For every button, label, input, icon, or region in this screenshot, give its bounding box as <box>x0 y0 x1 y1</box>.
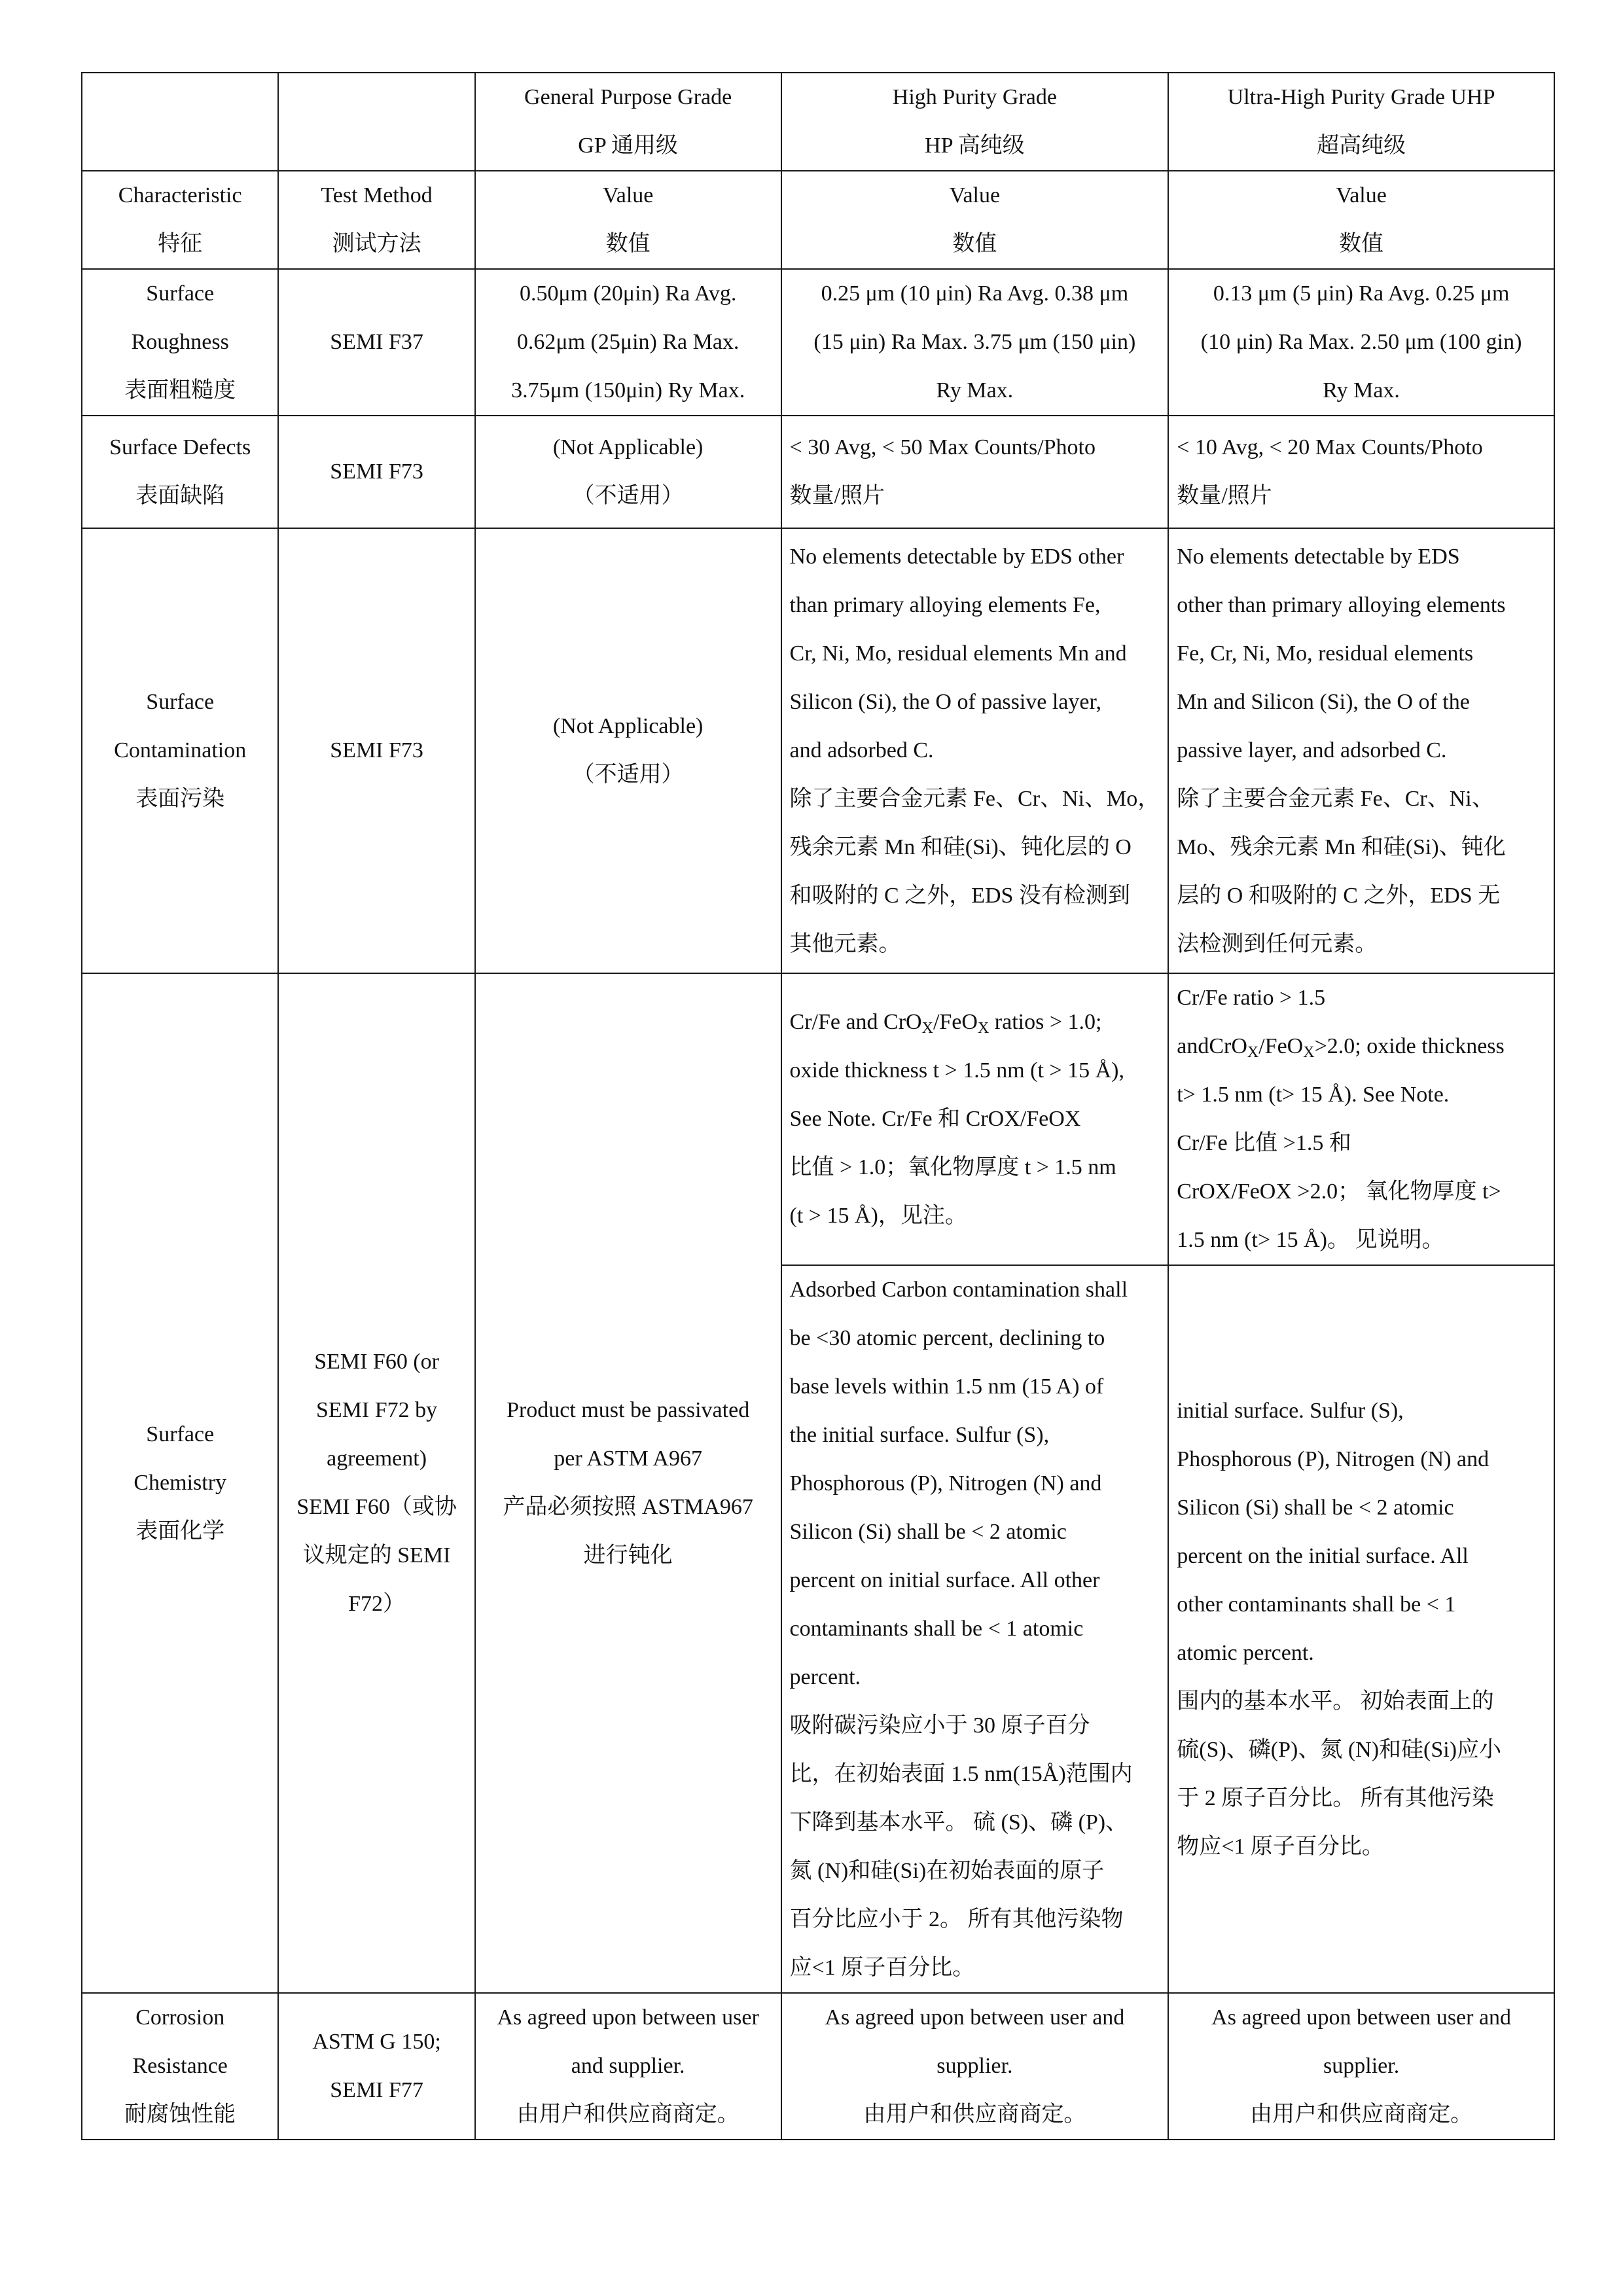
chemistry-uhp-oxide-line-1: Cr/Fe ratio > 1.5 <box>1177 986 1326 1010</box>
roughness-characteristic <box>82 269 278 416</box>
chemistry-uhp-contaminants-line: 于 2 原子百分比。 所有其他污染 <box>1177 1786 1494 1810</box>
text-segment: /FeO <box>1258 1034 1304 1058</box>
contamination-hp-line: 和吸附的 C 之外，EDS 没有检测到 <box>789 884 1130 908</box>
contamination-characteristic <box>82 528 278 973</box>
contamination-uhp-line: Fe, Cr, Ni, Mo, residual elements <box>1177 641 1474 666</box>
subscript: X <box>1247 1044 1259 1061</box>
roughness-hp-line-1: 0.25 μm (10 μin) Ra Avg. 0.38 μm <box>821 281 1129 306</box>
corrosion-method-line-2: SEMI F77 <box>330 2078 423 2102</box>
chemistry-uhp-contaminants-line: Phosphorous (P), Nitrogen (N) and <box>1177 1447 1489 1471</box>
defects-name-zh: 表面缺陷 <box>135 484 225 508</box>
defects-gp-zh: （不适用） <box>572 484 684 508</box>
uhp-grade-title: Ultra-High Purity Grade UHP <box>1227 85 1495 109</box>
hp-grade-abbrev: HP 高纯级 <box>925 134 1025 158</box>
contamination-gp-value <box>475 528 781 973</box>
row-surface-contamination <box>82 528 1554 973</box>
chemistry-method-line: 议规定的 SEMI <box>302 1543 451 1568</box>
uhp-grade-abbrev: 超高纯级 <box>1317 134 1406 158</box>
defects-uhp-line-1: < 10 Avg, < 20 Max Counts/Photo <box>1177 435 1483 459</box>
chemistry-method-line: SEMI F72 by <box>316 1398 438 1422</box>
defects-characteristic <box>82 416 278 528</box>
chemistry-hp-contaminants-line: percent on initial surface. All other <box>789 1568 1100 1592</box>
corrosion-method <box>278 1993 474 2140</box>
corrosion-characteristic <box>82 1993 278 2140</box>
chemistry-uhp-contaminants-line: Silicon (Si) shall be < 2 atomic <box>1177 1496 1454 1520</box>
contamination-uhp-line: No elements detectable by EDS <box>1177 545 1460 569</box>
chemistry-uhp-contaminants-line: other contaminants shall be < 1 <box>1177 1592 1456 1617</box>
chemistry-hp-contaminants-line: base levels within 1.5 nm (15 A) of <box>789 1374 1104 1399</box>
defects-uhp-line-2: 数量/照片 <box>1177 484 1272 508</box>
chemistry-method <box>278 973 474 1993</box>
contamination-hp-line: Silicon (Si), the O of passive layer, <box>789 690 1101 714</box>
chemistry-gp-value <box>475 973 781 1993</box>
chemistry-uhp-contaminants-value <box>1168 1265 1554 1993</box>
corrosion-method-line-1: ASTM G 150; <box>312 2030 441 2054</box>
chemistry-hp-contaminants-value <box>781 1265 1169 1993</box>
row-surface-roughness <box>82 269 1554 416</box>
roughness-uhp-line-1: 0.13 μm (5 μin) Ra Avg. 0.25 μm <box>1213 281 1510 306</box>
gp-value-header <box>475 171 781 269</box>
chemistry-hp-contaminants-line: 应<1 原子百分比。 <box>789 1956 975 1980</box>
defects-name-en: Surface Defects <box>109 435 251 459</box>
chemistry-name-1: Surface <box>146 1422 215 1446</box>
corrosion-name-1: Corrosion <box>135 2005 225 2030</box>
subscript: X <box>977 1020 990 1037</box>
defects-hp-line-1: < 30 Avg, < 50 Max Counts/Photo <box>789 435 1096 459</box>
chemistry-hp-oxide-line: oxide thickness t > 1.5 nm (t > 15 Å), <box>789 1058 1124 1083</box>
roughness-gp-ra-avg: 0.50μm (20μin) Ra Avg. <box>519 281 737 306</box>
defects-hp-value <box>781 416 1169 528</box>
contamination-hp-line: No elements detectable by EDS other <box>789 545 1124 569</box>
chemistry-hp-oxide-line: See Note. Cr/Fe 和 CrOX/FeOX <box>789 1107 1081 1131</box>
roughness-gp-value <box>475 269 781 416</box>
chemistry-hp-contaminants-line: 氮 (N)和硅(Si)在初始表面的原子 <box>789 1859 1105 1883</box>
corrosion-gp-value <box>475 1993 781 2140</box>
corrosion-hp-line: As agreed upon between user and <box>825 2005 1125 2030</box>
text-segment: andCrO <box>1177 1034 1247 1058</box>
corrosion-gp-line: and supplier. <box>571 2054 685 2078</box>
header-gp-grade <box>475 73 781 171</box>
defects-gp-value <box>475 416 781 528</box>
corrosion-uhp-line: supplier. <box>1323 2054 1400 2078</box>
contamination-uhp-line: 法检测到任何元素。 <box>1177 932 1378 956</box>
defects-hp-line-2: 数量/照片 <box>789 484 885 508</box>
hp-value-header <box>781 171 1169 269</box>
chemistry-method-line: F72） <box>348 1592 406 1616</box>
defects-gp-en: (Not Applicable) <box>552 435 704 459</box>
defects-method: SEMI F73 <box>278 416 474 528</box>
row-surface-defects <box>82 416 1554 528</box>
chemistry-uhp-oxide-line: CrOX/FeOX >2.0； 氧化物厚度 t> <box>1177 1179 1501 1204</box>
roughness-method: SEMI F37 <box>278 269 474 416</box>
gp-grade-abbrev: GP 通用级 <box>578 134 678 158</box>
corrosion-name-zh: 耐腐蚀性能 <box>124 2102 236 2126</box>
value-zh: 数值 <box>952 232 997 256</box>
chemistry-uhp-contaminants-line: 硫(S)、磷(P)、氮 (N)和硅(Si)应小 <box>1177 1738 1502 1762</box>
chemistry-hp-contaminants-line: 比，在初始表面 1.5 nm(15Å)范围内 <box>789 1762 1133 1786</box>
value-en: Value <box>1336 183 1387 207</box>
subheader-row <box>82 171 1554 269</box>
value-en: Value <box>602 183 654 207</box>
contamination-hp-line: 除了主要合金元素 Fe、Cr、Ni、Mo， <box>789 787 1160 811</box>
chemistry-hp-contaminants-line: contaminants shall be < 1 atomic <box>789 1617 1084 1641</box>
chemistry-uhp-contaminants-line: 围内的基本水平。 初始表面上的 <box>1177 1689 1494 1713</box>
contamination-uhp-line: 层的 O 和吸附的 C 之外，EDS 无 <box>1177 884 1501 908</box>
value-zh: 数值 <box>1339 232 1384 256</box>
roughness-hp-line-3: Ry Max. <box>936 378 1014 403</box>
roughness-uhp-line-3: Ry Max. <box>1323 378 1400 403</box>
contamination-hp-line: 残余元素 Mn 和硅(Si)、钝化层的 O <box>789 835 1132 859</box>
chemistry-gp-line: per ASTM A967 <box>554 1446 702 1471</box>
contamination-uhp-line: Mo、残余元素 Mn 和硅(Si)、钝化 <box>1177 835 1506 859</box>
contamination-hp-value <box>781 528 1169 973</box>
chemistry-hp-oxide-line-1 <box>790 998 1160 1047</box>
contamination-uhp-line: passive layer, and adsorbed C. <box>1177 738 1447 762</box>
specification-table <box>81 72 1555 2140</box>
characteristic-zh: 特征 <box>158 232 203 256</box>
corrosion-hp-value <box>781 1993 1169 2140</box>
contamination-uhp-line: other than primary alloying elements <box>1177 593 1506 617</box>
uhp-value-header <box>1168 171 1554 269</box>
roughness-hp-line-2: (15 μin) Ra Max. 3.75 μm (150 μin) <box>813 330 1136 354</box>
value-zh: 数值 <box>605 232 651 256</box>
chemistry-hp-contaminants-line: Silicon (Si) shall be < 2 atomic <box>789 1520 1067 1544</box>
corrosion-name-2: Resistance <box>132 2054 228 2078</box>
roughness-uhp-line-2: (10 μin) Ra Max. 2.50 μm (100 gin) <box>1200 330 1522 354</box>
chemistry-uhp-oxide-line-2 <box>1177 1022 1546 1071</box>
roughness-uhp-value <box>1168 269 1554 416</box>
corrosion-uhp-line: 由用户和供应商商定。 <box>1250 2102 1473 2126</box>
contamination-uhp-line: Mn and Silicon (Si), the O of the <box>1177 690 1470 714</box>
chemistry-uhp-contaminants-line: percent on the initial surface. All <box>1177 1544 1469 1568</box>
roughness-hp-value <box>781 269 1169 416</box>
text-segment: /FeO <box>933 1010 978 1034</box>
roughness-name-zh: 表面粗糙度 <box>124 378 236 403</box>
characteristic-en: Characteristic <box>118 183 242 207</box>
chemistry-name-zh: 表面化学 <box>135 1519 225 1543</box>
corrosion-hp-line: supplier. <box>936 2054 1013 2078</box>
contamination-gp-zh: （不适用） <box>572 762 684 787</box>
roughness-gp-ry-max: 3.75μm (150μin) Ry Max. <box>511 378 745 403</box>
defects-uhp-value <box>1168 416 1554 528</box>
header-uhp-grade <box>1168 73 1554 171</box>
header-hp-grade <box>781 73 1169 171</box>
contamination-name-zh: 表面污染 <box>135 787 225 811</box>
test-method-header <box>278 171 474 269</box>
chemistry-hp-oxide-value <box>781 973 1169 1265</box>
chemistry-uhp-contaminants-line: atomic percent. <box>1177 1641 1314 1665</box>
chemistry-uhp-oxide-line: t> 1.5 nm (t> 15 Å). See Note. <box>1177 1083 1450 1107</box>
text-segment: ratios > 1.0; <box>989 1010 1102 1034</box>
chemistry-hp-contaminants-line: 吸附碳污染应小于 30 原子百分 <box>789 1713 1090 1738</box>
contamination-uhp-line: 除了主要合金元素 Fe、Cr、Ni、 <box>1177 787 1494 811</box>
value-en: Value <box>949 183 1001 207</box>
chemistry-hp-contaminants-line: 下降到基本水平。 硫 (S)、磷 (P)、 <box>789 1810 1128 1835</box>
corrosion-hp-line: 由用户和供应商商定。 <box>863 2102 1086 2126</box>
chemistry-uhp-oxide-line: 1.5 nm (t> 15 Å)。 见说明。 <box>1177 1228 1444 1252</box>
chemistry-name-2: Chemistry <box>134 1471 227 1495</box>
contamination-method: SEMI F73 <box>278 528 474 973</box>
chemistry-hp-contaminants-line: 百分比应小于 2。 所有其他污染物 <box>789 1907 1124 1931</box>
chemistry-method-line: agreement) <box>327 1446 427 1471</box>
chemistry-method-line: SEMI F60 (or <box>314 1350 439 1374</box>
chemistry-hp-oxide-line: 比值 > 1.0；氧化物厚度 t > 1.5 nm <box>789 1155 1116 1179</box>
contamination-uhp-value <box>1168 528 1554 973</box>
chemistry-gp-line: 进行钝化 <box>583 1543 673 1568</box>
contamination-hp-line: than primary alloying elements Fe, <box>789 593 1101 617</box>
chemistry-gp-line: Product must be passivated <box>507 1398 750 1422</box>
header-row <box>82 73 1554 171</box>
subscript: X <box>921 1020 933 1037</box>
chemistry-hp-contaminants-line: be <30 atomic percent, declining to <box>789 1326 1105 1350</box>
contamination-name-1: Surface <box>146 690 215 714</box>
chemistry-hp-contaminants-line: the initial surface. Sulfur (S), <box>789 1423 1050 1447</box>
chemistry-hp-oxide-line: (t > 15 Å)，见注。 <box>789 1204 967 1228</box>
characteristic-header <box>82 171 278 269</box>
test-method-zh: 测试方法 <box>332 232 421 256</box>
contamination-hp-line: 其他元素。 <box>789 932 901 956</box>
chemistry-uhp-oxide-line: Cr/Fe 比值 >1.5 和 <box>1177 1131 1351 1155</box>
header-empty-cell-1 <box>82 73 278 171</box>
chemistry-characteristic <box>82 973 278 1993</box>
contamination-hp-line: Cr, Ni, Mo, residual elements Mn and <box>789 641 1127 666</box>
test-method-en: Test Method <box>321 183 433 207</box>
roughness-name-2: Roughness <box>131 330 229 354</box>
chemistry-method-line: SEMI F60（或协 <box>296 1495 457 1519</box>
chemistry-gp-line: 产品必须按照 ASTMA967 <box>503 1495 753 1519</box>
header-empty-cell-2 <box>278 73 474 171</box>
chemistry-uhp-contaminants-line: initial surface. Sulfur (S), <box>1177 1399 1404 1423</box>
corrosion-gp-line: 由用户和供应商商定。 <box>516 2102 740 2126</box>
corrosion-gp-line: As agreed upon between user <box>497 2005 759 2030</box>
chemistry-hp-contaminants-line: Phosphorous (P), Nitrogen (N) and <box>789 1471 1102 1496</box>
chemistry-uhp-oxide-value <box>1168 973 1554 1265</box>
hp-grade-title: High Purity Grade <box>892 85 1057 109</box>
text-segment: Cr/Fe and CrO <box>789 1010 922 1034</box>
subscript: X <box>1303 1044 1315 1061</box>
contamination-gp-en: (Not Applicable) <box>552 714 704 738</box>
gp-grade-title: General Purpose Grade <box>524 85 732 109</box>
roughness-gp-ra-max: 0.62μm (25μin) Ra Max. <box>516 330 740 354</box>
contamination-hp-line: and adsorbed C. <box>789 738 934 762</box>
corrosion-uhp-line: As agreed upon between user and <box>1211 2005 1512 2030</box>
chemistry-hp-contaminants-line: Adsorbed Carbon contamination shall <box>789 1278 1128 1302</box>
roughness-name-1: Surface <box>146 281 215 306</box>
chemistry-uhp-contaminants-line: 物应<1 原子百分比。 <box>1177 1835 1384 1859</box>
corrosion-uhp-value <box>1168 1993 1554 2140</box>
row-corrosion-resistance <box>82 1993 1554 2140</box>
chemistry-hp-contaminants-line: percent. <box>789 1665 861 1689</box>
contamination-name-2: Contamination <box>114 738 247 762</box>
row-surface-chemistry-oxide <box>82 973 1554 1265</box>
text-segment: >2.0; oxide thickness <box>1314 1034 1505 1058</box>
